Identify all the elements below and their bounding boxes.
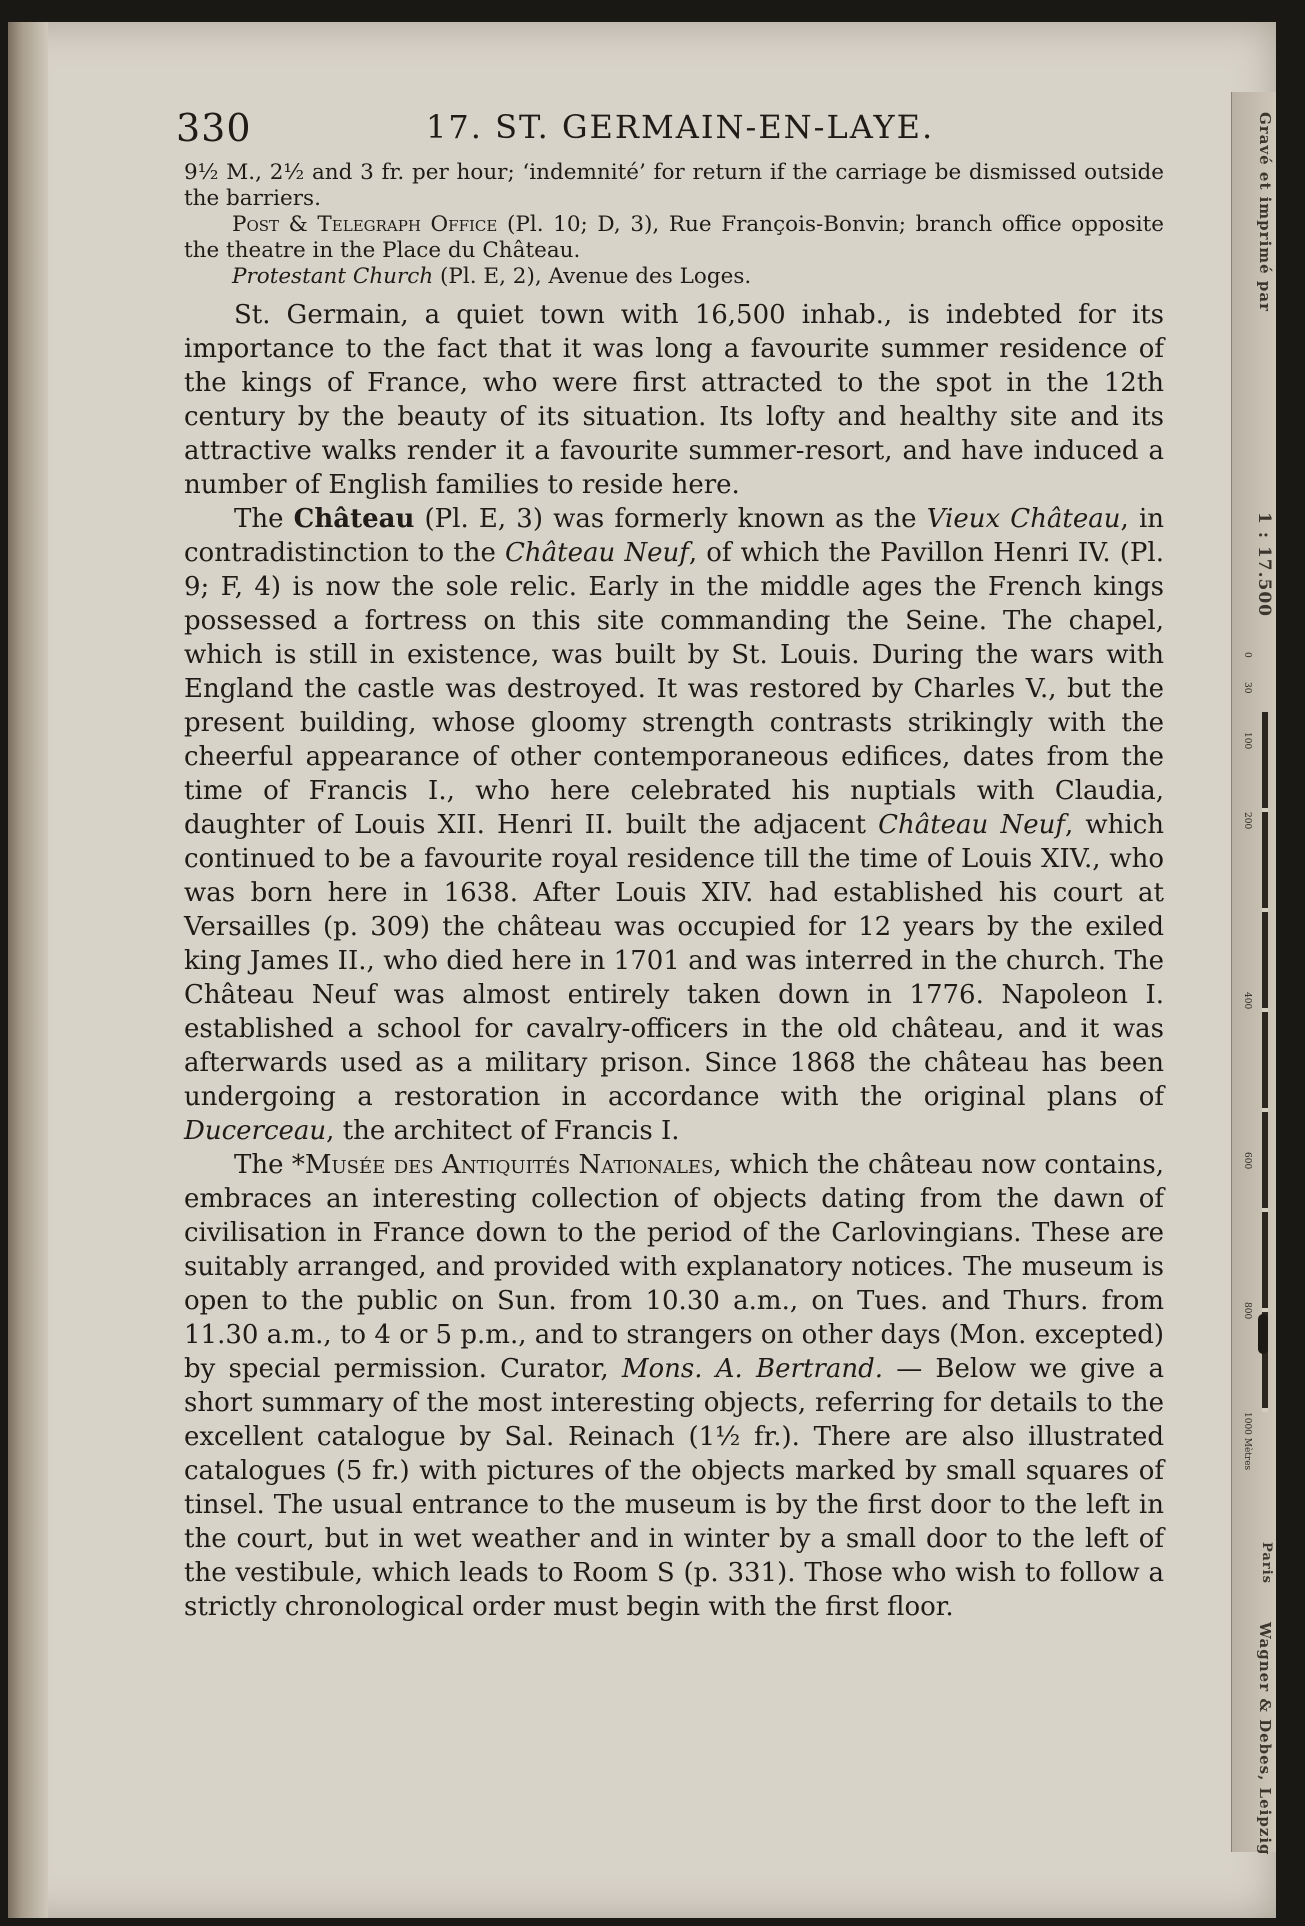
scale-tick: 600 [1242,1152,1252,1170]
paragraph-chateau [184,502,1164,1148]
scale-tick: 0 [1242,652,1252,658]
scale-tick: 200 [1242,812,1252,830]
map-engraver-credit: Gravé et imprimé par [1256,112,1274,313]
map-city-label: Paris [1259,1542,1274,1584]
church-note [184,264,1164,290]
map-edge-mark [1258,1314,1268,1354]
paragraph-town: St. Germain, a quiet town with 16,500 inhab., is indebted for its importance to the fact that it was long a favourite summer residence of the kings of France, who were first attracted to the spot in the 12th century by the beauty of its situation. Its lofty and healthy site and its attractive walks render it a favourite summer-resort, and have induced a number of English families to reside here. [184,300,1164,500]
page-body [184,160,1164,1624]
fare-note: 9½ M., 2½ and 3 fr. per hour; ‘indemnité’ for return if the carriage be dismissed outside the barriers. [184,160,1164,211]
text-run: The [234,1150,292,1180]
church-text: (Pl. E, 2), Avenue des Loges. [433,264,752,289]
scale-tick: 1000 Mètres [1242,1412,1252,1471]
map-scale-bar [1262,712,1268,1412]
page-header [176,96,1166,150]
text-run: (Pl. E, 3) was formerly known as the [414,504,927,534]
chateau-heading: Château [293,504,415,534]
chateau-neuf-term: Château Neuf [504,538,689,568]
folded-map-edge [1231,92,1276,1856]
text-run: — Below we give a short summary of the most interesting objects, referring for details to the excellent catalogue by Sal. Reinach (1½ fr.). There are also illustrated catalogues (5 fr.) with pictures of the objects marked by small squares of tinsel. The usual entrance to the museum is by the first door to the left in the court, but in wet weather and in winter by a small door to the left of the vestibule, which leads to Room S (p. 331). Those who wish to follow a strictly chronological order must begin with the first floor. [184,1354,1165,1622]
church-label: Protestant Church [232,264,434,289]
text-run: , which continued to be a favourite royal residence till the time of Louis XIV., who was born here in 1638. After Louis XIV. had established his court at Versailles (p. 309) the château was occupied for 12 years by the exiled king James II., who died here in 1701 and was interred in the church. The Château Neuf was almost entirely taken down in 1776. Napoleon I. established a school for cavalry-officers in the old château, and it was afterwards used as a military prison. Since 1868 the château has been undergoing a restoration in accordance with the original plans of [184,810,1165,1112]
page-number: 330 [176,106,252,150]
book-page [8,22,1276,1918]
text-run: , the architect of Francis I. [326,1116,680,1146]
vieux-chateau-term: Vieux Château [926,504,1121,534]
museum-heading: *Musée des Antiquités Nationales [291,1150,714,1180]
binding-gutter [8,22,48,1918]
post-office-label: Post & Telegraph Office [232,212,498,237]
scale-tick: 400 [1242,992,1252,1010]
scale-tick: 800 [1242,1302,1252,1320]
running-title: 17. ST. GERMAIN-EN-LAYE. [426,108,935,146]
scale-tick: 30 [1242,682,1252,694]
map-publisher-credit: Wagner & Debes, Leipzig [1256,1622,1274,1856]
text-run: , which the château now contains, embraces an interesting collection of objects dating from the dawn of civilisation in France down to the period of the Carlovingians. These are suitably arranged, and provided with explanatory notices. The museum is open to the public on Sun. from 10.30 a.m., on Tues. and Thurs. from 11.30 a.m., to 4 or 5 p.m., and to strangers on other days (Mon. excepted) by special permission. Curator, [184,1150,1164,1384]
text-run: , of which the Pavillon Henri IV. (Pl. 9; F, 4) is now the sole relic. Early in the middle ages the French kings possessed a fortress on this site commanding the Seine. The chapel, which is still in existence, was built by St. Louis. During the wars with England the castle was destroyed. It was restored by Charles V., but the present building, whose gloomy strength contrasts strikingly with the cheerful appearance of other contemporaneous edifices, dates from the time of Francis I., who here celebrated his nuptials with Claudia, daughter of Louis XII. Henri II. built the adjacent [184,538,1164,840]
text-run: , in contradistinction to the [184,504,1165,568]
post-office-note [184,212,1164,264]
post-office-text: (Pl. 10; D, 3), Rue François-Bonvin; branch office opposite the theatre in the Place du Château. [184,212,1164,263]
map-scale-label: 1 : 17.500 [1254,512,1274,618]
paragraph-museum [184,1148,1164,1624]
text-run: The [234,504,294,534]
scale-tick: 100 [1242,732,1252,750]
curator-name: Mons. A. Bertrand. [621,1354,883,1384]
chateau-neuf-term: Château Neuf [878,810,1065,840]
ducerceau-term: Ducerceau [184,1116,327,1146]
